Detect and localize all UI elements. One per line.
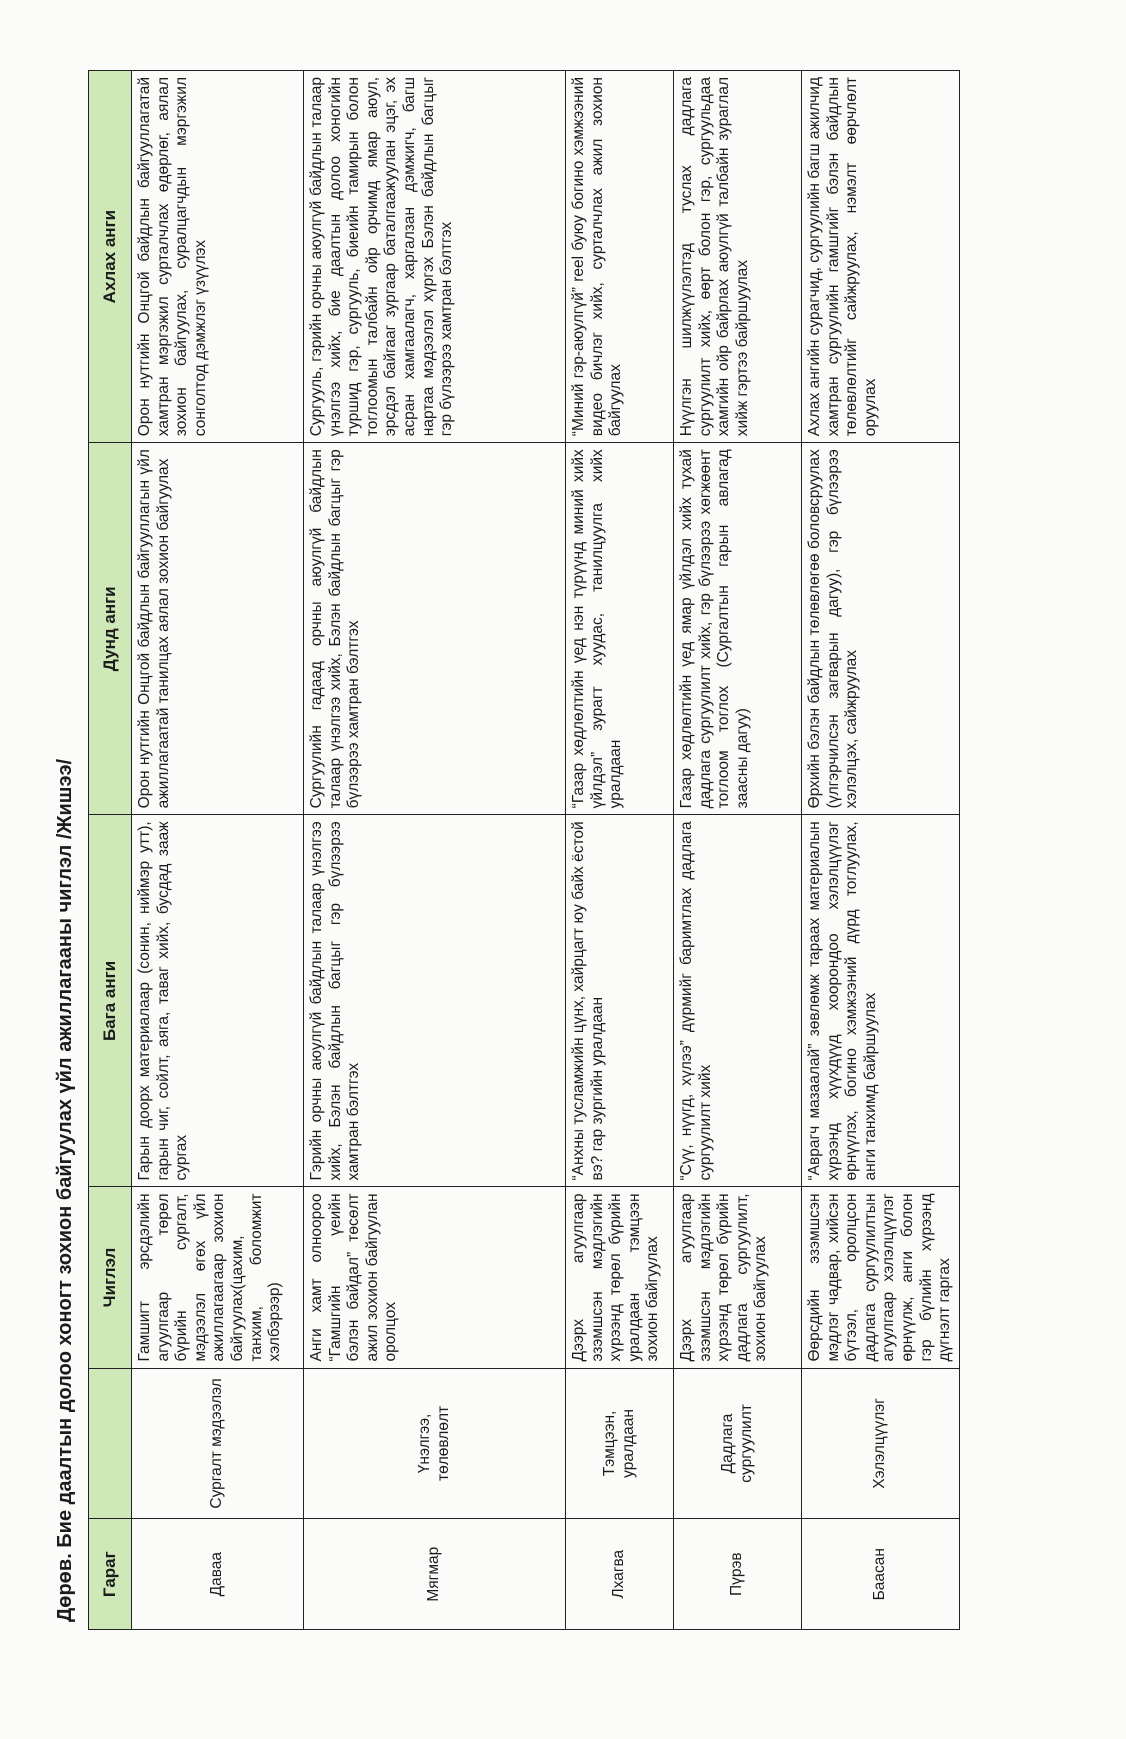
row-topic: Сургалт мэдээлэл [132,1368,304,1519]
table-row [674,71,802,1630]
row-middle: Өрхийн бэлэн байдлын төлөвлөгөө боловсруулах (үлгэрчилсэн загварын дагуу), гэр бүлээрээ хэлэлцэх, сайжруулах [802,443,960,815]
row-day: Лхагва [566,1519,674,1630]
row-day: Баасан [802,1519,960,1630]
table-row [304,71,566,1630]
header-junior: Бага анги [89,815,132,1187]
row-day: Мягмар [304,1519,566,1630]
row-junior: “Анхны тусламжийн цүнх, хайрцагт юу байх ёстой вэ? гар зургийн уралдаан [566,815,674,1187]
row-junior: “Сүү, нүүгд, хүлээ” дүрмийг баримтлах дадлага сургуулилт хийх [674,815,802,1187]
row-junior: Гарын доорх материалаар (сонин, ниймэр утт), гарын чиг, сойлт, аяга, таваг хийх, бусдад зааж сургах [132,815,304,1187]
row-topic: Тэмцээн, уралдаан [566,1368,674,1519]
header-direction: Чиглэл [89,1187,132,1368]
row-topic: Хэлэлцүүлэг [802,1368,960,1519]
row-middle: Орон нутгийн Онцгой байдлын байгууллагын үйл ажиллагаатай танилцах аялал зохион байгуулах [132,443,304,815]
row-middle: Сургуулийн гадаад орчны аюулгүй байдлын талаар үнэлгээ хийх, Бэлэн байдлын багцыг гэр бүлээрээ хамтран бэлтгэх [304,443,566,815]
table-row [132,71,304,1630]
row-direction: Гамшигт эрсдэлийн агуулгаар төрөл бүрийн сургалт, мэдээлэл өгөх үйл ажиллагаагаар зохион байгуулах(цахим, танхим, боломжит хэлбэрээр) [132,1187,304,1368]
row-direction: Дээрх агуулгаар эзэмшсэн мэдлэгийн хүрээнд төрөл бүрийн уралдаан тэмцээн зохион байгуулах [566,1187,674,1368]
row-junior: Гэрийн орчны аюулгүй байдлын талаар үнэлгээ хийх, Бэлэн байдлын багцыг гэр бүлээрээ хамтран бэлтгэх [304,815,566,1187]
row-senior: Орон нутгийн Онцгой байдлын байгууллагатай хамтран мэргэжил сурталчлах өдөрлөг, аялал зохион байгуулах, суралцагчдын мэргэжил сонголтод дэмжлэг үзүүлэх [132,71,304,443]
row-day: Даваа [132,1519,304,1630]
row-topic: Үнэлгээ, төлөвлөлт [304,1368,566,1519]
header-middle: Дунд анги [89,443,132,815]
table-row [566,71,674,1630]
row-day: Пүрэв [674,1519,802,1630]
row-senior: “Миний гэр-аюулгүй” reel буюу богино хэмжээний видео бичлэг хийх, сурталчлах ажил зохион байгуулах [566,71,674,443]
activity-table [88,70,960,1630]
row-senior: Ахлах ангийн сурагчид, сургуулийн багш ажилчид хамтран сургуулийн гамшгийг бэлэн байдлын төлөвлөлтийг сайжруулах, нэмэлт өөрчлөлт оруулах [802,71,960,443]
header-day: Гараг [89,1519,132,1630]
row-middle: “Газар хөдлөлтийн үед нэн түрүүнд миний хийх үйлдэл” зурагт хуудас, танилцуулга хийх уралдаан [566,443,674,815]
header-row [89,71,132,1630]
row-senior: Нүүлгэн шилжүүлэлтэд туслах дадлага сургуулилт хийх, өөрт болон гэр, сургуульдаа хамгийн ойр байрлах аюулгүй талбайн зураглал хийж гэртээ байршуулах [674,71,802,443]
rotated-sheet [50,70,1070,1630]
row-direction: Анги хамт олноороо “Гамшгийн үеийн бэлэн байдал” төсөлт ажил зохион байгуулан оролцох [304,1187,566,1368]
row-direction: Өөрсдийн эзэмшсэн мэдлэг чадвар, хийсэн бүтээл, оролцсон дадлага сургуулилтын агуулгаар хэлэлцүүлэг өрнүүлж, анги болон гэр бүлийн хүрээнд дүгнэлт гаргах [802,1187,960,1368]
header-senior: Ахлах анги [89,71,132,443]
row-direction: Дээрх агуулгаар эзэмшсэн мэдлэгийн хүрээнд төрөл бүрийн дадлага сургуулилт, зохион байгуулах [674,1187,802,1368]
row-senior: Сургууль, гэрийн орчны аюулгүй байдлын талаар үнэлгээ хийх, бие даалтын долоо хоногийн туршид гэр, сургууль, биеийн тамирын болон тоглоомын талбайн ойр орчимд ямар аюул, эрсдэл байгааг зургаар баталгаажуулан эцэг, эх асран хамгаалагч, харгалзан дэмжигч, багш нартаа мэдээлэл хүргэх Бэлэн байдлын багцыг гэр бүлээрээ хамтран бэлтгэх [304,71,566,443]
table-row [802,71,960,1630]
header-topic [89,1368,132,1519]
row-junior: “Аврагч мазаалай” зөвлөмж тараах материалын хүрээнд хүүхдүүд хоорондоо хэлэлцүүлэг өрнүүлэх, богино хэмжээний дүрд тоглуулах, анги танхимд байршуулах [802,815,960,1187]
row-middle: Газар хөдлөлтийн үед ямар үйлдэл хийх тухай дадлага сургуулилт хийх, гэр бүлээрээ хөгжөөнт тоглоом тоглох (Сургалтын гарын авлагад заасны дагуу) [674,443,802,815]
row-topic: Дадлага сургуулилт [674,1368,802,1519]
document-title: Дөрөв. Бие даалтын долоо хоногт зохион байгуулах үйл ажиллагааны чиглэл /Жишээ/ [54,758,76,1622]
